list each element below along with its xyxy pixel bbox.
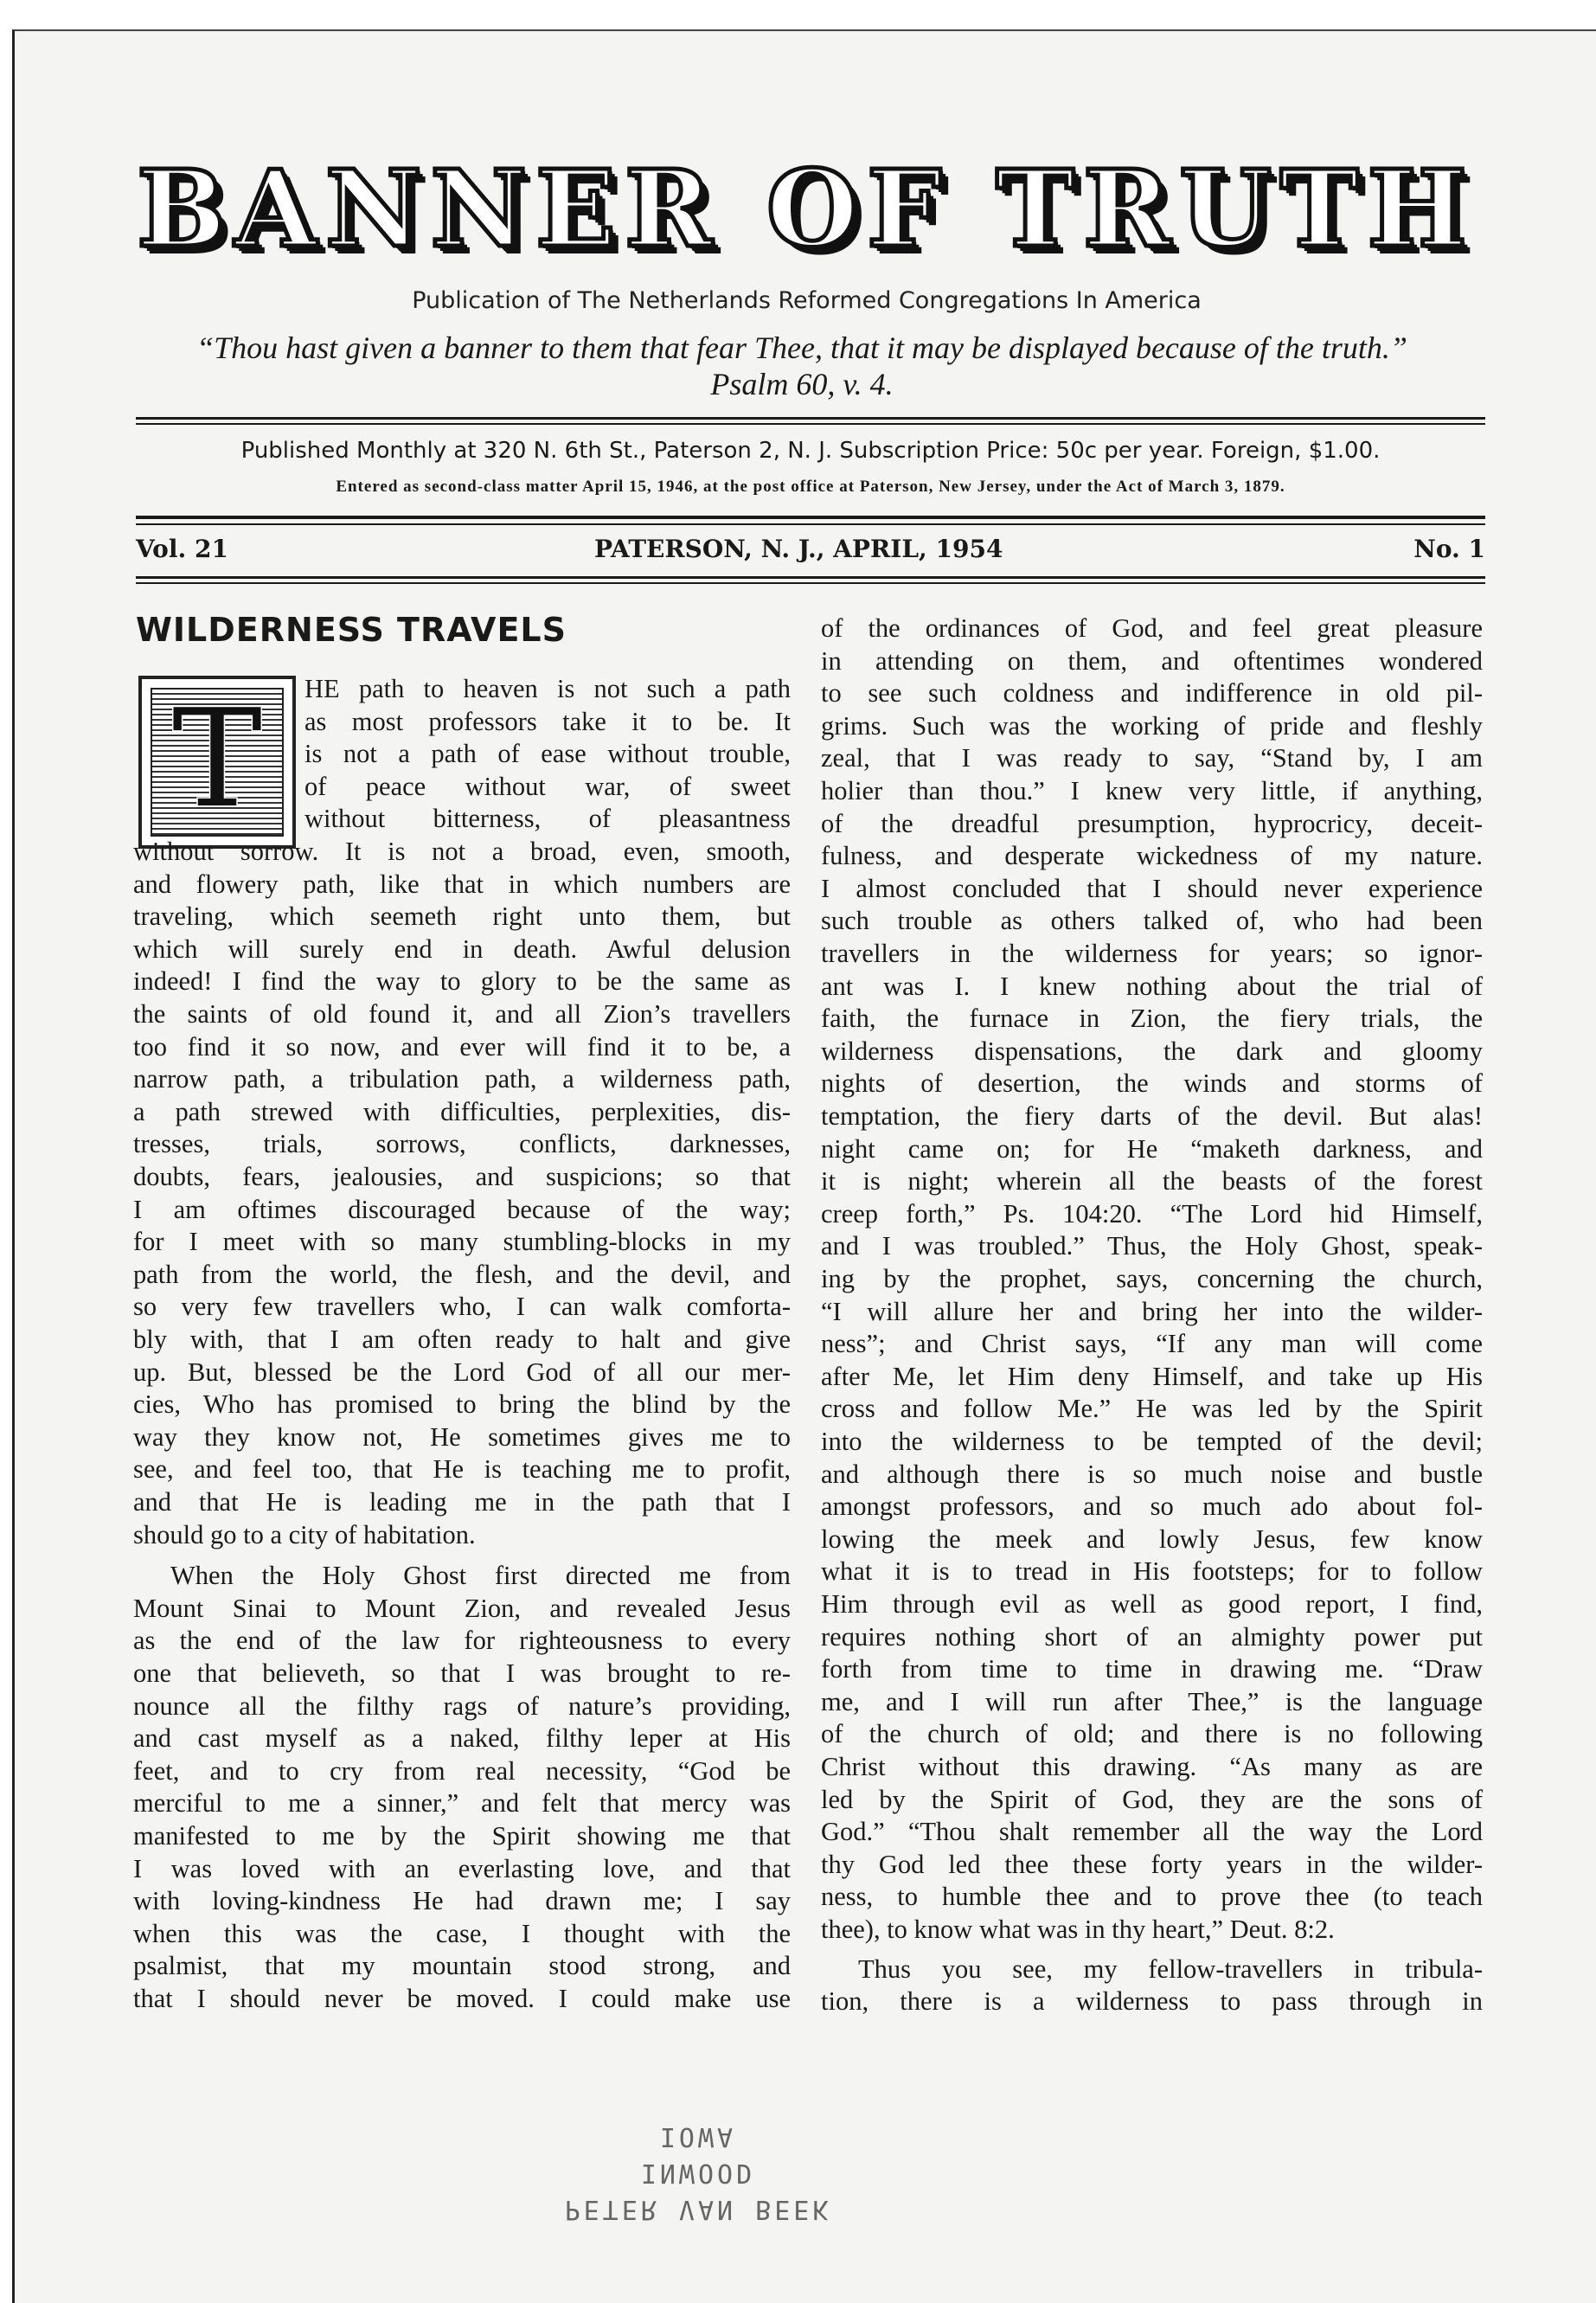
text-line: ant was I. I knew nothing about the trial of (821, 971, 1483, 1001)
text-line: cross and follow Me.” He was led by the Spirit (821, 1394, 1483, 1424)
text-line: ness”; and Christ says, “If any man will come (821, 1329, 1483, 1359)
text-line: faith, the furnace in Zion, the fiery trials, the (821, 1004, 1483, 1034)
text-line: way they know not, He sometimes gives me to (133, 1421, 791, 1452)
text-line: grims. Such was the working of pride and fleshly (821, 710, 1483, 741)
text-line: travellers in the wilderness for years; so ignor- (821, 939, 1483, 968)
text-line: path from the world, the flesh, and the devil, and (133, 1259, 791, 1289)
text-line: amongst professors, and so much ado about fol- (821, 1491, 1483, 1522)
divider (136, 523, 1485, 525)
text-line: and cast myself as a naked, filthy leper at His (133, 1723, 791, 1754)
library-stamp-line: IOWA (659, 2121, 737, 2152)
text-line: Mount Sinai to Mount Zion, and revealed Jesus (133, 1593, 791, 1623)
motto-reference: Psalm 60, v. 4. (710, 367, 894, 401)
divider (136, 417, 1485, 420)
text-line: up. But, blessed be the Lord God of all our mer- (133, 1357, 791, 1387)
divider (136, 516, 1485, 519)
publisher-line: Publication of The Netherlands Reformed Congregations In America (412, 287, 1202, 314)
text-line: wilderness dispensations, the dark and gloomy (821, 1036, 1483, 1066)
text-line: without bitterness, of pleasantness (304, 804, 791, 834)
issue-line (136, 535, 1485, 569)
volume-number: Vol. 21 (136, 535, 228, 563)
place-date: PATERSON, N. J., APRIL, 1954 (594, 535, 1003, 563)
text-line: night came on; for He “maketh darkness, and (821, 1133, 1483, 1164)
text-line: nights of desertion, the winds and storms of (821, 1068, 1483, 1099)
text-line: tion, there is a wilderness to pass through in (821, 1986, 1483, 2017)
text-line: requires nothing short of an almighty power put (821, 1621, 1483, 1652)
text-line: and I was troubled.” Thus, the Holy Ghost, speak- (821, 1231, 1483, 1261)
text-line: fulness, and desperate wickedness of my nature. (821, 841, 1483, 871)
text-line: of the ordinances of God, and feel great pleasure (821, 613, 1483, 643)
text-line: creep forth,” Ps. 104:20. “The Lord hid Himself, (821, 1198, 1483, 1228)
text-line: temptation, the fiery darts of the devil. But alas! (821, 1101, 1483, 1131)
motto (110, 330, 1494, 402)
text-line: too find it so now, and ever will find it to be, a (133, 1031, 791, 1062)
text-line: “I will allure her and bring her into the wilder- (821, 1296, 1483, 1326)
text-line: is not a path of ease without trouble, (304, 739, 791, 769)
text-line: holier than thou.” I knew very little, if anything, (821, 776, 1483, 805)
text-line: thee), to know what was in thy heart,” Deut. 8:2. (821, 1915, 1335, 1944)
article-title: WILDERNESS TRAVELS (136, 611, 567, 649)
drop-cap-letter: T (171, 680, 263, 837)
text-line: what it is to tread in His footsteps; for to follow (821, 1556, 1483, 1587)
text-line: God.” “Thou shalt remember all the way the Lord (821, 1817, 1483, 1847)
text-line: doubts, fears, jealousies, and suspicions; so that (133, 1162, 791, 1191)
text-line: of the church of old; and there is no following (821, 1719, 1483, 1749)
text-line: traveling, which seemeth right unto them, but (133, 901, 791, 932)
text-line: that I should never be moved. I could make use (133, 1984, 791, 2013)
text-line: in attending on them, and oftentimes wondered (821, 645, 1483, 676)
text-line: indeed! I find the way to glory to be the same as (133, 966, 791, 997)
text-line: led by the Spirit of God, they are the sons of (821, 1784, 1483, 1814)
text-line: without sorrow. It is not a broad, even, smooth, (133, 837, 791, 866)
text-line: ing by the prophet, says, concerning the church, (821, 1264, 1483, 1293)
text-line: Christ without this drawing. “As many as are (821, 1752, 1483, 1781)
text-line: as most professors take it to be. It (304, 706, 791, 736)
text-line: narrow path, a tribulation path, a wilderness path, (133, 1064, 791, 1094)
text-line: nounce all the filthy rags of nature’s providing, (133, 1690, 791, 1721)
magazine-page (12, 29, 1596, 2303)
text-line: forth from time to time in drawing me. “Draw (821, 1654, 1483, 1684)
text-line: which will surely end in death. Awful delusion (133, 933, 791, 964)
text-line: I almost concluded that I should never experience (821, 873, 1483, 903)
divider (136, 423, 1485, 425)
issue-number: No. 1 (1413, 535, 1485, 563)
text-line: HE path to heaven is not such a path (304, 674, 791, 703)
mailing-notice: Entered as second-class matter April 15, 1946, at the post office at Paterson, New Jersey, under the Act of March 3, 1879. (336, 478, 1285, 496)
publication-info: Published Monthly at 320 N. 6th St., Paterson 2, N. J. Subscription Price: 50c per year. Foreign, $1.00. (240, 438, 1381, 464)
drop-cap (138, 676, 296, 849)
text-line: into the wilderness to be tempted of the devil; (821, 1427, 1483, 1456)
text-line: zeal, that I was ready to say, “Stand by, I am (821, 743, 1483, 773)
text-line: cies, Who has promised to bring the blind by the (133, 1389, 791, 1420)
divider (136, 576, 1485, 579)
text-line: I was loved with an everlasting love, and that (133, 1853, 791, 1883)
text-line: I am oftimes discouraged because of the way; (133, 1194, 791, 1224)
divider (136, 582, 1485, 584)
text-line: with loving-kindness He had drawn me; I say (133, 1886, 791, 1916)
text-line: a path strewed with difficulties, perplexities, dis- (133, 1096, 791, 1126)
text-line: see, and feel too, that He is teaching me to profit, (133, 1454, 791, 1485)
text-line: tresses, trials, sorrows, conflicts, darknesses, (133, 1129, 791, 1159)
text-line: lowing the meek and lowly Jesus, few know (821, 1524, 1483, 1554)
text-line: it is night; wherein all the beasts of the forest (821, 1166, 1483, 1196)
library-stamp-line: PETER VAN BEEK (564, 2194, 832, 2224)
text-line: after Me, let Him deny Himself, and take up His (821, 1361, 1483, 1391)
text-line: and that He is leading me in the path that I (133, 1487, 791, 1517)
library-stamp-line: INWOOD (640, 2158, 756, 2188)
text-line: When the Holy Ghost first directed me from (170, 1561, 791, 1591)
text-line: and flowery path, like that in which numbers are (133, 869, 791, 899)
text-line: to see such coldness and indifference in old pil- (821, 678, 1483, 709)
text-line: for I meet with so many stumbling-blocks in my (133, 1227, 791, 1257)
text-line: merciful to me a sinner,” and felt that mercy was (133, 1788, 791, 1819)
text-line: bly with, that I am often ready to halt and give (133, 1325, 791, 1354)
masthead-title: BANNER OF TRUTH (137, 146, 1476, 271)
text-line: manifested to me by the Spirit showing me that (133, 1821, 791, 1851)
text-line: feet, and to cry from real necessity, “God be (133, 1755, 791, 1786)
text-line: such trouble as others talked of, who had been (821, 906, 1483, 936)
motto-quote: “Thou hast given a banner to them that fear Thee, that it may be displayed because of the truth.” (196, 330, 1407, 365)
text-line: when this was the case, I thought with the (133, 1918, 791, 1948)
text-line: of the dreadful presumption, hyprocricy, deceit- (821, 808, 1483, 838)
text-line: one that believeth, so that I was brought to re- (133, 1658, 791, 1688)
text-line: Thus you see, my fellow-travellers in tribula- (858, 1953, 1483, 1984)
text-line: Him through evil as well as good report, I find, (821, 1589, 1483, 1619)
text-line: of peace without war, of sweet (304, 771, 791, 801)
text-line: should go to a city of habitation. (133, 1519, 476, 1549)
text-line: and although there is so much noise and bustle (821, 1459, 1483, 1489)
text-line: ness, to humble thee and to prove thee (to teach (821, 1882, 1483, 1912)
text-line: so very few travellers who, I can walk comforta- (133, 1292, 791, 1322)
text-line: me, and I will run after Thee,” is the language (821, 1686, 1483, 1716)
text-line: thy God led thee these forty years in the wilder- (821, 1849, 1483, 1879)
text-line: the saints of old found it, and all Zion’s travellers (133, 999, 791, 1029)
text-line: psalmist, that my mountain stood strong, and (133, 1951, 791, 1981)
text-line: as the end of the law for righteousness to every (133, 1626, 791, 1656)
